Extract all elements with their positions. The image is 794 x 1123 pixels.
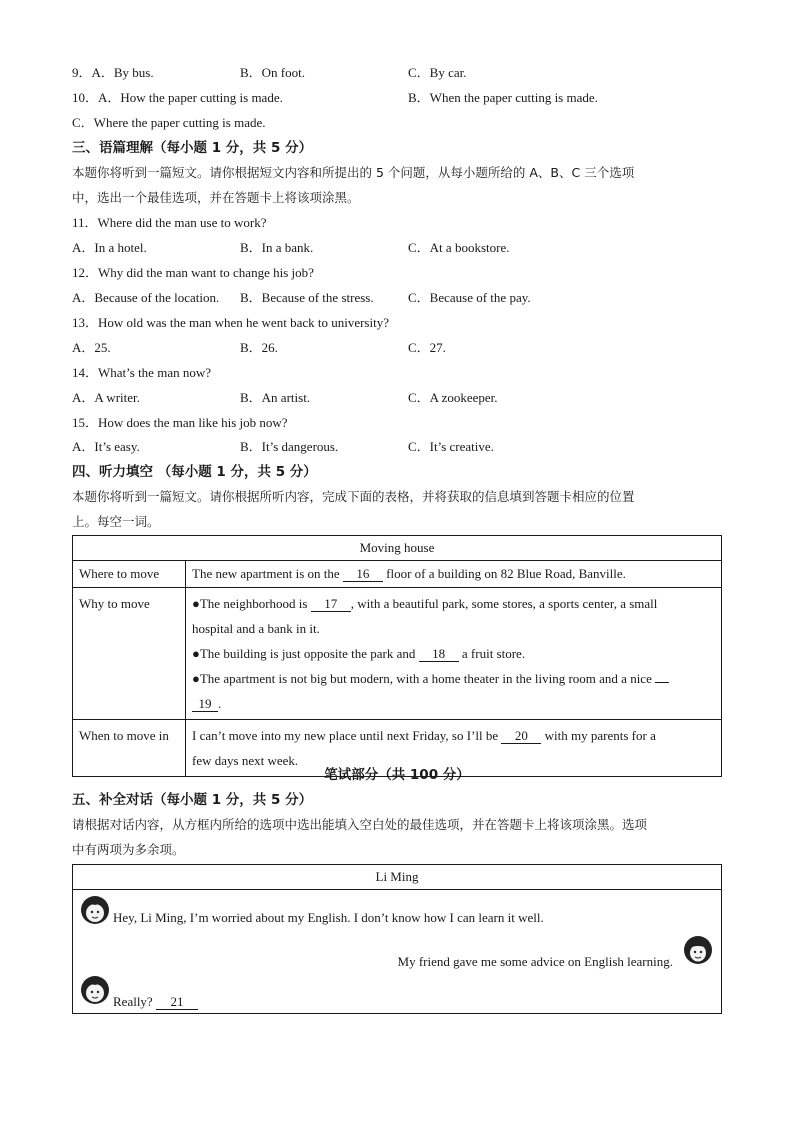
- moving-house-table: [72, 535, 722, 777]
- q15-option-a: A．It’s easy.: [72, 439, 140, 454]
- b2-pre: ●The building is just opposite the park and: [192, 646, 419, 661]
- section4-instruction-line1: 本题你将听到一篇短文。请你根据所听内容，完成下面的表格，并将获取的信息填到答题卡相应的位置: [72, 489, 635, 504]
- q11-option-b: B．In a bank.: [240, 240, 314, 255]
- boy-avatar-icon: [683, 935, 713, 965]
- dialogue-box: [72, 864, 722, 1014]
- q14-option-c: C．A zookeeper.: [408, 390, 498, 405]
- when-pre: I can’t move into my new place until next Friday, so I’ll be: [192, 728, 502, 743]
- q12-option-c: C．Because of the pay.: [408, 290, 531, 305]
- why-bullet-3-line2: [192, 691, 715, 716]
- b3-pre: ●The apartment is not big but modern, with a home theater in the living room and a nice: [192, 671, 656, 686]
- row-label-why: Why to move: [73, 588, 186, 720]
- blank-19: 19: [192, 697, 218, 712]
- when-line1: [192, 723, 715, 748]
- where-text-post: floor of a building on 82 Blue Road, Banville.: [382, 566, 626, 581]
- q9-option-c: C．By car.: [408, 65, 467, 80]
- section3-instruction-line1: 本题你将听到一篇短文。请你根据短文内容和所提出的 5 个问题，从每小题所给的 A、B、C 三个选项: [72, 165, 635, 180]
- blank-17: 17: [311, 597, 351, 612]
- q9-option-b: B．On foot.: [240, 65, 306, 80]
- b2-post: a fruit store.: [458, 646, 526, 661]
- q9-option-a: 9．A．By bus.: [72, 65, 154, 80]
- q13-option-b: B．26.: [240, 340, 278, 355]
- girl-avatar-icon: [80, 895, 110, 925]
- q10-option-a: 10．A．How the paper cutting is made.: [72, 90, 283, 105]
- written-part-title: 笔试部分（共 100 分）: [324, 767, 470, 783]
- b1-pre: ●The neighborhood is: [192, 596, 311, 611]
- blank-16: 16: [343, 567, 383, 582]
- q12-option-a: A．Because of the location.: [72, 290, 220, 305]
- blank-21: 21: [156, 995, 198, 1010]
- dialogue-line-1: Hey, Li Ming, I’m worried about my English. I don’t know how I can learn it well.: [113, 910, 544, 925]
- girl-avatar-icon-2: [80, 975, 110, 1005]
- dialogue-line-2: My friend gave me some advice on English learning.: [397, 954, 673, 969]
- q15-option-b: B．It’s dangerous.: [240, 439, 339, 454]
- section5-instruction-line2: 中有两项为多余项。: [72, 842, 185, 857]
- section4-instruction-line2: 上。每空一词。: [72, 514, 160, 529]
- q11-option-c: C．At a bookstore.: [408, 240, 510, 255]
- q13-option-c: C．27.: [408, 340, 446, 355]
- where-text-pre: The new apartment is on the: [192, 566, 343, 581]
- section3-title: 三、语篇理解（每小题 1 分，共 5 分）: [72, 140, 313, 156]
- line3-pre: Really?: [113, 994, 156, 1009]
- when-post: with my parents for a: [541, 728, 656, 743]
- why-bullet-1-line2: hospital and a bank in it.: [192, 621, 320, 636]
- b3-post: .: [218, 696, 222, 711]
- row-label-where: Where to move: [73, 561, 186, 588]
- table-heading: Moving house: [73, 536, 722, 561]
- row-content-where: [186, 561, 722, 588]
- row-content-why: [186, 588, 722, 720]
- q13-question: 13．How old was the man when he went back to university?: [72, 315, 389, 330]
- blank-20: 20: [501, 729, 541, 744]
- why-bullet-3: [192, 666, 715, 691]
- q12-option-b: B．Because of the stress.: [240, 290, 374, 305]
- q11-question: 11．Where did the man use to work?: [72, 215, 267, 230]
- dialogue-speaker-name: Li Ming: [73, 865, 721, 890]
- q14-option-a: A．A writer.: [72, 390, 140, 405]
- when-line2: few days next week.: [192, 753, 299, 768]
- why-bullet-2: [192, 641, 715, 666]
- q15-question: 15．How does the man like his job now?: [72, 415, 288, 430]
- section4-title: 四、听力填空 （每小题 1 分，共 5 分）: [72, 464, 317, 480]
- row-label-when: When to move in: [73, 720, 186, 777]
- q15-option-c: C．It’s creative.: [408, 439, 494, 454]
- blank-19-lead: [655, 682, 669, 683]
- q13-option-a: A．25.: [72, 340, 111, 355]
- section3-instruction-line2: 中，选出一个最佳选项，并在答题卡上将该项涂黑。: [72, 190, 360, 205]
- q11-option-a: A．In a hotel.: [72, 240, 147, 255]
- dialogue-line-3: [113, 994, 198, 1010]
- q14-option-b: B．An artist.: [240, 390, 311, 405]
- why-bullet-1: [192, 591, 715, 616]
- q10-option-b: B．When the paper cutting is made.: [408, 90, 598, 105]
- section5-title: 五、补全对话（每小题 1 分，共 5 分）: [72, 792, 313, 808]
- q14-question: 14．What’s the man now?: [72, 365, 211, 380]
- b1-post: , with a beautiful park, some stores, a sports center, a small: [350, 596, 658, 611]
- blank-18: 18: [419, 647, 459, 662]
- q12-question: 12．Why did the man want to change his job?: [72, 265, 314, 280]
- section5-instruction-line1: 请根据对话内容，从方框内所给的选项中选出能填入空白处的最佳选项，并在答题卡上将该项涂黑。选项: [72, 817, 648, 832]
- q10-option-c: C．Where the paper cutting is made.: [72, 115, 266, 130]
